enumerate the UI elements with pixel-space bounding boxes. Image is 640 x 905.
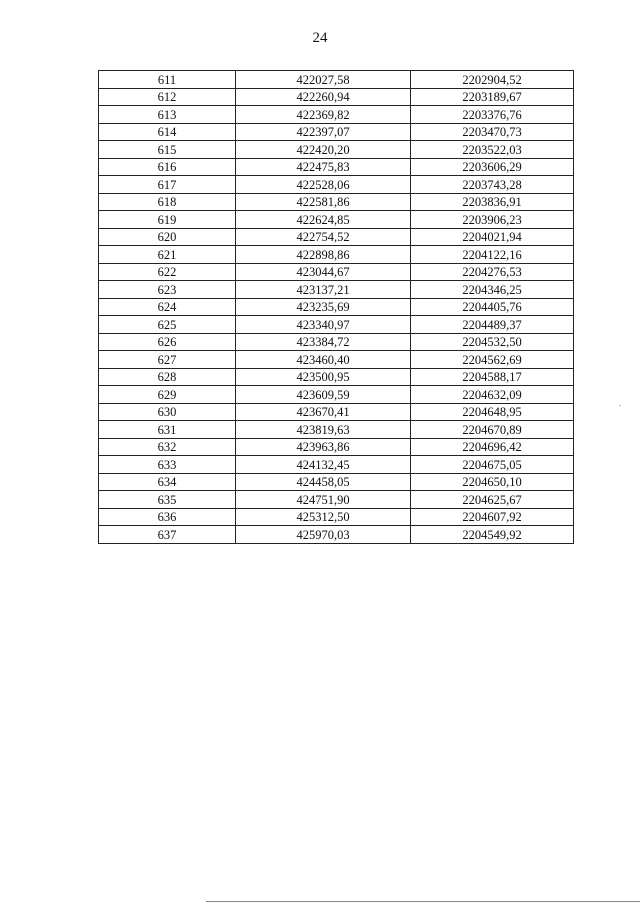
x-coordinate-cell: 422027,58	[236, 71, 411, 89]
table-row	[99, 263, 574, 281]
table-row	[99, 351, 574, 369]
point-number-cell: 628	[99, 368, 236, 386]
y-coordinate-cell: 2204648,95	[411, 403, 574, 421]
table-row	[99, 526, 574, 544]
point-number-cell: 614	[99, 123, 236, 141]
table-row	[99, 473, 574, 491]
point-number-cell: 618	[99, 193, 236, 211]
table-row	[99, 211, 574, 229]
x-coordinate-cell: 422528,06	[236, 176, 411, 194]
page-number: 24	[312, 30, 328, 46]
table-row	[99, 228, 574, 246]
x-coordinate-cell: 422898,86	[236, 246, 411, 264]
y-coordinate-cell: 2204489,37	[411, 316, 574, 334]
x-coordinate-cell: 423235,69	[236, 298, 411, 316]
x-coordinate-cell: 422754,52	[236, 228, 411, 246]
x-coordinate-cell: 423137,21	[236, 281, 411, 299]
coordinates-table-body	[99, 71, 574, 544]
y-coordinate-cell: 2203376,76	[411, 106, 574, 124]
x-coordinate-cell: 425312,50	[236, 508, 411, 526]
x-coordinate-cell: 424458,05	[236, 473, 411, 491]
x-coordinate-cell: 423500,95	[236, 368, 411, 386]
point-number-cell: 620	[99, 228, 236, 246]
table-row	[99, 158, 574, 176]
x-coordinate-cell: 424132,45	[236, 456, 411, 474]
y-coordinate-cell: 2204675,05	[411, 456, 574, 474]
point-number-cell: 626	[99, 333, 236, 351]
x-coordinate-cell: 424751,90	[236, 491, 411, 509]
y-coordinate-cell: 2204021,94	[411, 228, 574, 246]
x-coordinate-cell: 422475,83	[236, 158, 411, 176]
point-number-cell: 635	[99, 491, 236, 509]
y-coordinate-cell: 2203906,23	[411, 211, 574, 229]
table-row	[99, 246, 574, 264]
point-number-cell: 631	[99, 421, 236, 439]
table-row	[99, 106, 574, 124]
table-row	[99, 368, 574, 386]
point-number-cell: 623	[99, 281, 236, 299]
y-coordinate-cell: 2203522,03	[411, 141, 574, 159]
point-number-cell: 622	[99, 263, 236, 281]
table-row	[99, 403, 574, 421]
y-coordinate-cell: 2204625,67	[411, 491, 574, 509]
point-number-cell: 621	[99, 246, 236, 264]
y-coordinate-cell: 2204696,42	[411, 438, 574, 456]
table-row	[99, 88, 574, 106]
point-number-cell: 615	[99, 141, 236, 159]
y-coordinate-cell: 2204607,92	[411, 508, 574, 526]
y-coordinate-cell: 2204346,25	[411, 281, 574, 299]
x-coordinate-cell: 422420,20	[236, 141, 411, 159]
table-row	[99, 281, 574, 299]
y-coordinate-cell: 2204670,89	[411, 421, 574, 439]
point-number-cell: 630	[99, 403, 236, 421]
x-coordinate-cell: 423340,97	[236, 316, 411, 334]
table-row	[99, 141, 574, 159]
y-coordinate-cell: 2203470,73	[411, 123, 574, 141]
y-coordinate-cell: 2203836,91	[411, 193, 574, 211]
point-number-cell: 619	[99, 211, 236, 229]
coordinates-table	[98, 70, 574, 544]
point-number-cell: 624	[99, 298, 236, 316]
table-row	[99, 298, 574, 316]
table-row	[99, 176, 574, 194]
x-coordinate-cell: 422397,07	[236, 123, 411, 141]
x-coordinate-cell: 423044,67	[236, 263, 411, 281]
y-coordinate-cell: 2204122,16	[411, 246, 574, 264]
point-number-cell: 613	[99, 106, 236, 124]
x-coordinate-cell: 423460,40	[236, 351, 411, 369]
table-row	[99, 491, 574, 509]
y-coordinate-cell: 2204588,17	[411, 368, 574, 386]
table-row	[99, 316, 574, 334]
y-coordinate-cell: 2204549,92	[411, 526, 574, 544]
table-row	[99, 193, 574, 211]
point-number-cell: 636	[99, 508, 236, 526]
y-coordinate-cell: 2204562,69	[411, 351, 574, 369]
table-row	[99, 508, 574, 526]
x-coordinate-cell: 422369,82	[236, 106, 411, 124]
y-coordinate-cell: 2203743,28	[411, 176, 574, 194]
point-number-cell: 634	[99, 473, 236, 491]
y-coordinate-cell: 2203606,29	[411, 158, 574, 176]
y-coordinate-cell: 2203189,67	[411, 88, 574, 106]
table-row	[99, 333, 574, 351]
x-coordinate-cell: 423609,59	[236, 386, 411, 404]
x-coordinate-cell: 422260,94	[236, 88, 411, 106]
table-row	[99, 421, 574, 439]
x-coordinate-cell: 423670,41	[236, 403, 411, 421]
point-number-cell: 625	[99, 316, 236, 334]
point-number-cell: 617	[99, 176, 236, 194]
y-coordinate-cell: 2204405,76	[411, 298, 574, 316]
table-row	[99, 456, 574, 474]
table-row	[99, 438, 574, 456]
scan-edge-line	[206, 901, 640, 902]
point-number-cell: 612	[99, 88, 236, 106]
point-number-cell: 627	[99, 351, 236, 369]
y-coordinate-cell: 2204632,09	[411, 386, 574, 404]
table-row	[99, 71, 574, 89]
table-row	[99, 123, 574, 141]
y-coordinate-cell: 2204276,53	[411, 263, 574, 281]
x-coordinate-cell: 423819,63	[236, 421, 411, 439]
scan-speck	[619, 405, 621, 406]
point-number-cell: 611	[99, 71, 236, 89]
x-coordinate-cell: 423963,86	[236, 438, 411, 456]
x-coordinate-cell: 422581,86	[236, 193, 411, 211]
x-coordinate-cell: 423384,72	[236, 333, 411, 351]
y-coordinate-cell: 2204650,10	[411, 473, 574, 491]
point-number-cell: 616	[99, 158, 236, 176]
table-row	[99, 386, 574, 404]
point-number-cell: 637	[99, 526, 236, 544]
y-coordinate-cell: 2202904,52	[411, 71, 574, 89]
point-number-cell: 632	[99, 438, 236, 456]
y-coordinate-cell: 2204532,50	[411, 333, 574, 351]
x-coordinate-cell: 422624,85	[236, 211, 411, 229]
point-number-cell: 629	[99, 386, 236, 404]
point-number-cell: 633	[99, 456, 236, 474]
x-coordinate-cell: 425970,03	[236, 526, 411, 544]
